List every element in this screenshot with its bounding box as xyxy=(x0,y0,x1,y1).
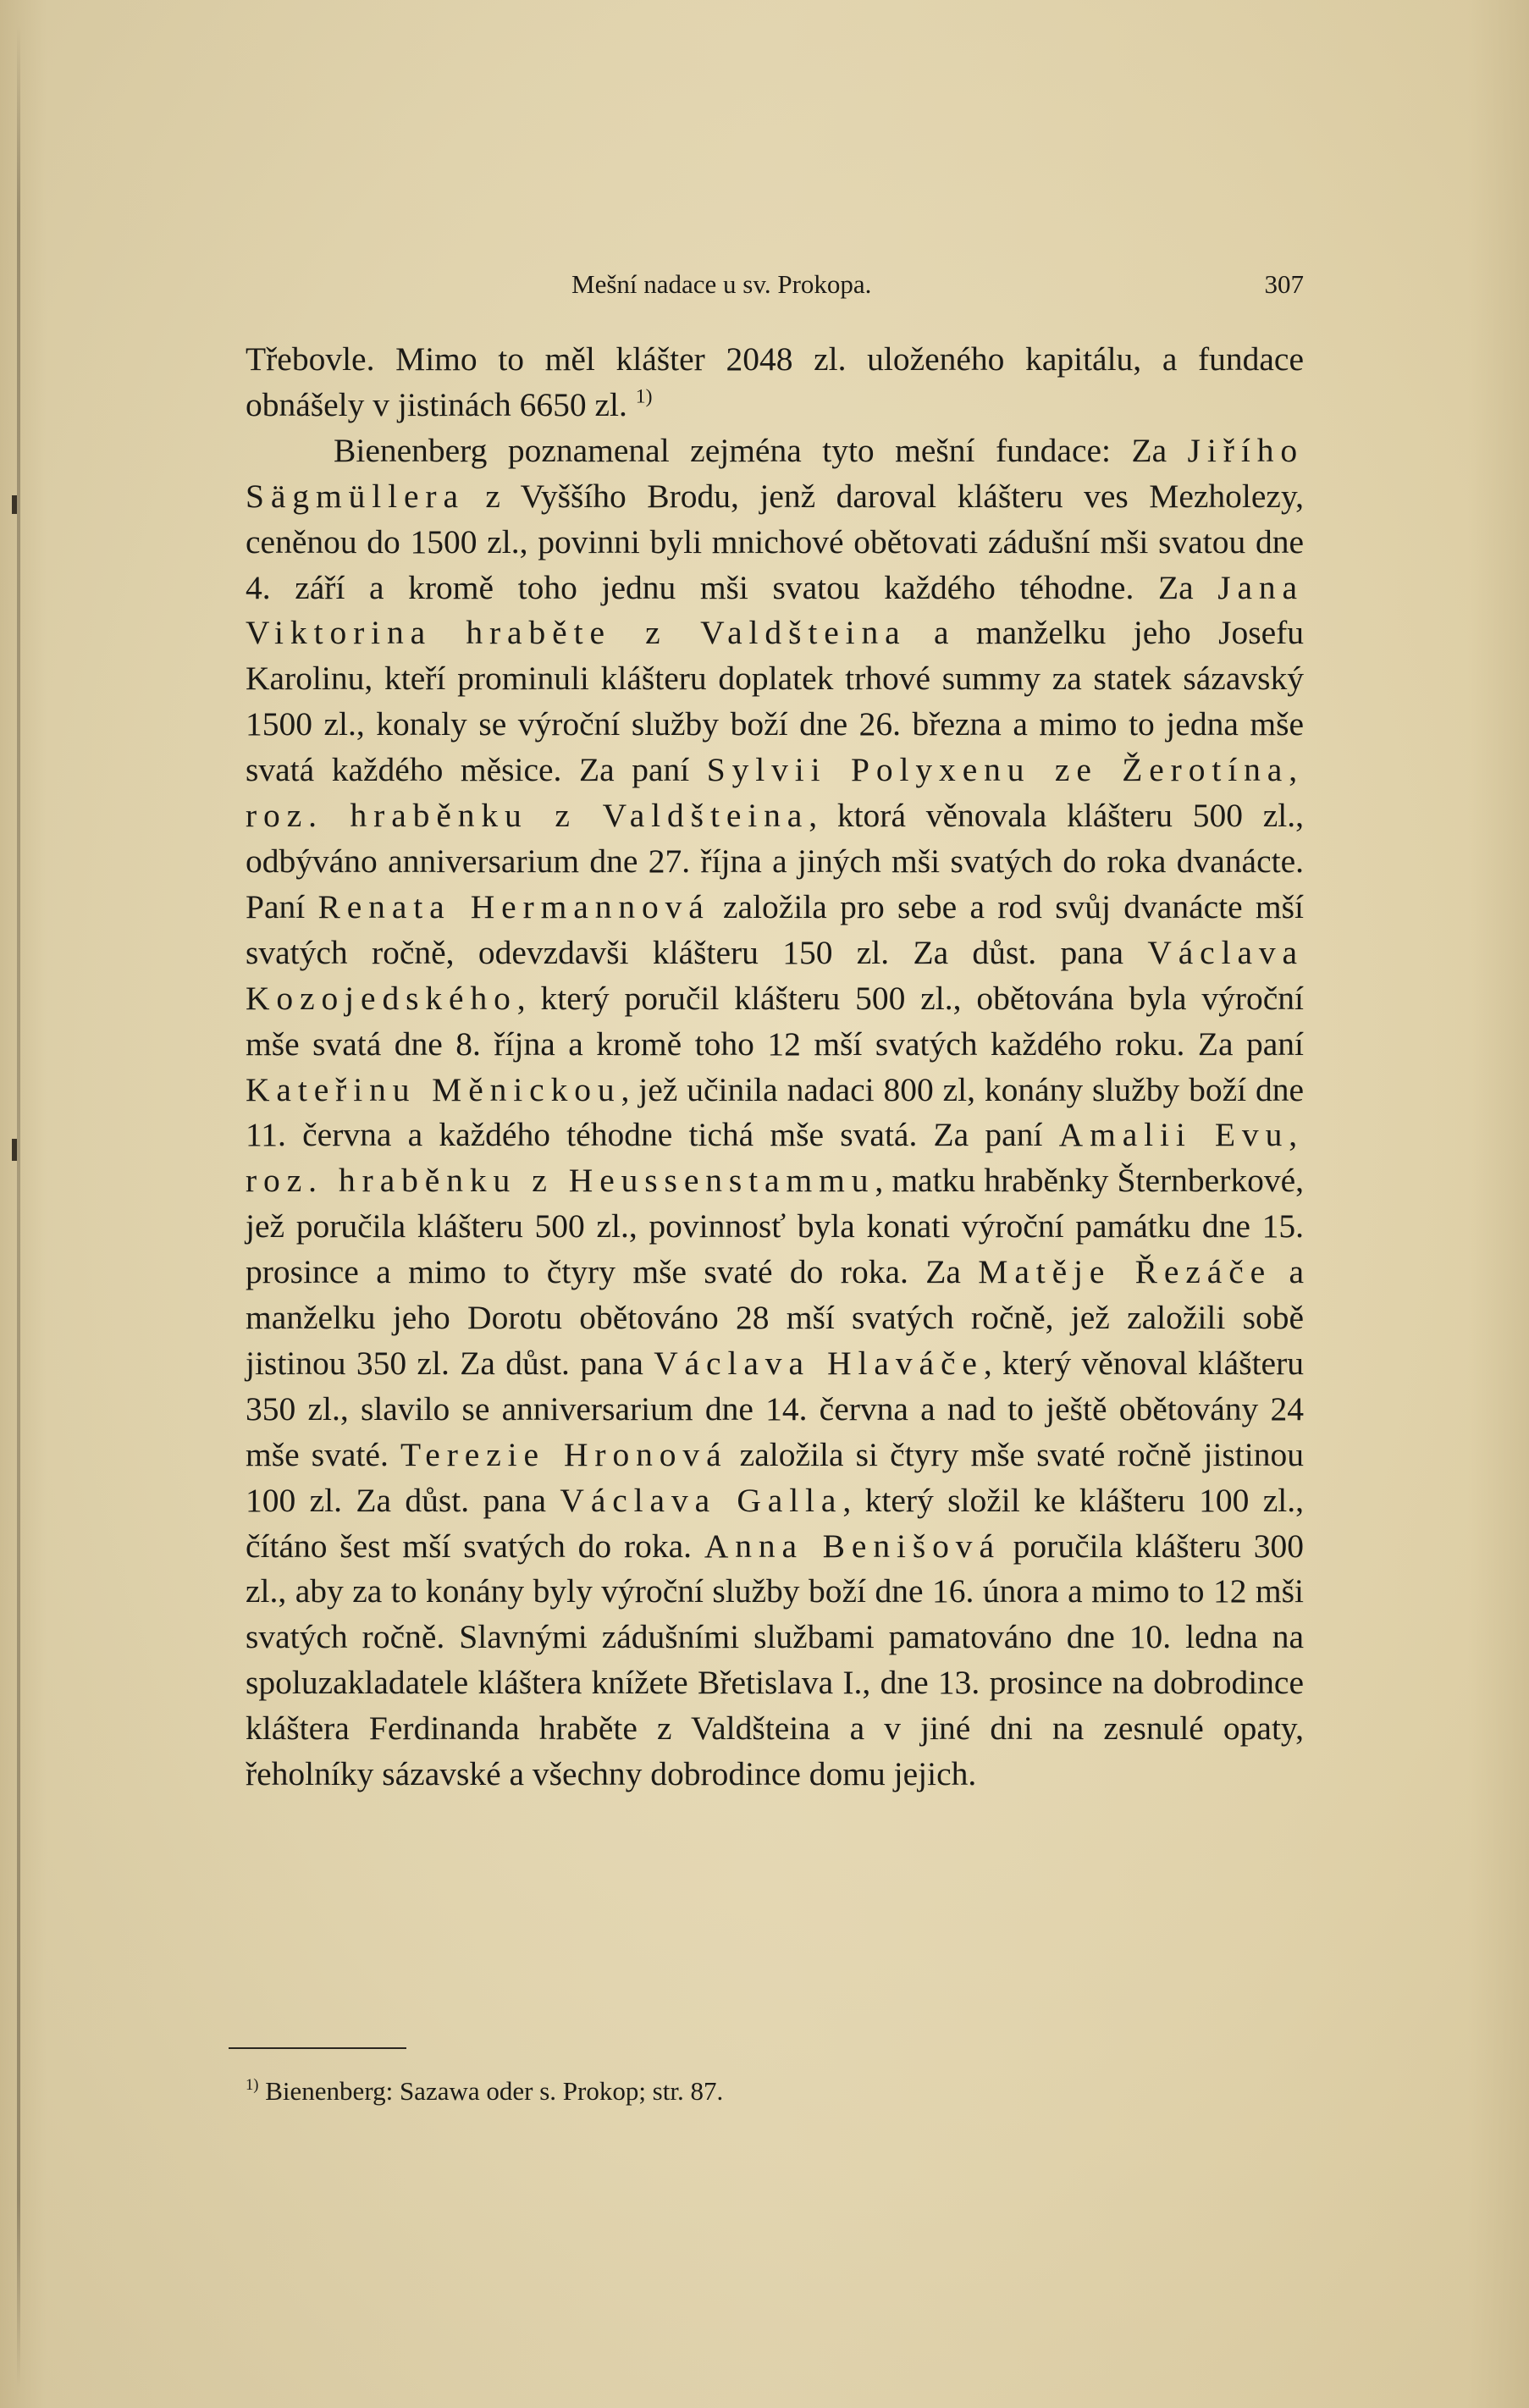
spaced-name: Anna Benišová xyxy=(704,1527,1001,1565)
spaced-name: Renata Hermannová xyxy=(317,887,710,925)
footnote-rule xyxy=(229,2047,406,2049)
text-run: a manželku jeho Josefu Karolinu, kteří prominuli klášteru doplatek trhové summy za statek sázavský 1500 zl., konaly se výroční služby boží dne 26. března a mimo to jedna mše svatá každého měsice. Za paní xyxy=(246,614,1305,789)
text-run: založila pro sebe a rod svůj dvanácte mší svatých ročně, odevzdavši klášteru 150 zl. Za důst. pana xyxy=(246,887,1304,971)
running-title: Mešní nadace u sv. Prokopa. xyxy=(571,269,872,299)
spaced-name: Matěje Řezáče xyxy=(978,1253,1272,1291)
body-text xyxy=(246,337,1304,1798)
text-run: Třebovle. Mimo to měl klášter 2048 zl. uloženého kapitálu, a fundace obnášely v jistinách 6650 zl. xyxy=(246,340,1304,423)
text-run: , který věnoval klášteru 350 zl., slavilo se anniversarium dne 14. června a nad to ještě obětovány 24 mše svaté. xyxy=(246,1344,1304,1473)
text-run: založila si čtyry mše svaté ročně jistinou 100 zl. Za důst. pana xyxy=(246,1435,1304,1519)
spaced-name: Kateřinu Měnickou xyxy=(246,1070,621,1108)
spaced-name: Amalii Evu, roz. hraběnku z Heussenstammu xyxy=(246,1116,1305,1200)
text-run: a manželku jeho Dorotu obětováno 28 mší svatých ročně, jež založili sobě jistinou 350 zl. Za důst. pana xyxy=(246,1253,1304,1382)
text-run: , jež učinila nadaci 800 zl, konány služby boží dne 11. června a každého téhodne tichá mše svatá. Za paní xyxy=(246,1070,1304,1154)
running-header xyxy=(246,269,1304,307)
footnote-marker: 1) xyxy=(246,2075,259,2094)
paragraph xyxy=(246,428,1304,1798)
footnote-text: Bienenberg: Sazawa oder s. Prokop; str. 87. xyxy=(258,2076,724,2106)
text-run: poručila klášteru 300 zl., aby za to konány byly výroční služby boží dne 16. února a mimo to 12 mši svatých ročně. Slavnými zádušními službami pamatováno dne 10. ledna na spoluzakladatele kláštera knížete Břetislava I., dne 13. prosince na dobrodince kláštera Ferdinanda hraběte z Valdšteina a v jiné dni na zesnulé opaty, řeholníky sázavské a všechny dobrodince domu jejich. xyxy=(246,1527,1304,1793)
spaced-name: Sylvii Polyxenu ze Žerotína, roz. hraběnku z Valdšteina xyxy=(246,751,1304,835)
spaced-name: Václava Kozojedského xyxy=(246,933,1304,1017)
spaced-name: Terezie Hronová xyxy=(400,1435,728,1473)
spaced-name: Jana Viktorina hraběte z Valdšteina xyxy=(246,568,1304,652)
edge-mark xyxy=(12,1139,17,1161)
text-run: z Vyššího Brodu, jenž daroval klášteru ves Mezholezy, ceněnou do 1500 zl., povinni byli mnichové obětovati zádušní mši svatou dne 4. září a kromě toho jednu mši svatou každého téhodne. Za xyxy=(246,477,1304,606)
spaced-name: Václava Hlaváče xyxy=(654,1344,984,1382)
footnote-reference: 1) xyxy=(635,385,653,408)
page-number: 307 xyxy=(1264,269,1304,299)
edge-mark xyxy=(12,495,17,514)
footnote xyxy=(246,2074,1304,2108)
text-run: , který poručil klášteru 500 zl., obětována byla výroční mše svatá dne 8. října a kromě toho 12 mší svatých každého roku. Za paní xyxy=(246,979,1304,1063)
spaced-name: Václava Galla xyxy=(560,1481,843,1519)
paragraph xyxy=(246,337,1304,428)
spaced-name: Jiřího Sägmüllera xyxy=(246,431,1304,515)
text-run: , matku hraběnky Šternberkové, jež poručila klášteru 500 zl., povinnosť byla konati výroční památku dne 15. prosince a mimo to čtyry mše svaté do roka. Za xyxy=(246,1162,1304,1291)
text-run: , který složil ke klášteru 100 zl., čítáno šest mší svatých do roka. xyxy=(246,1481,1304,1565)
page-edge-shadow xyxy=(17,25,20,2388)
text-run: , ktorá věnovala klášteru 500 zl., odbýváno anniversarium dne 27. října a jiných mši svatých do roka dvanácte. Paní xyxy=(246,797,1304,925)
text-run: Bienenberg poznamenal zejména tyto mešní fundace: Za xyxy=(334,431,1188,469)
